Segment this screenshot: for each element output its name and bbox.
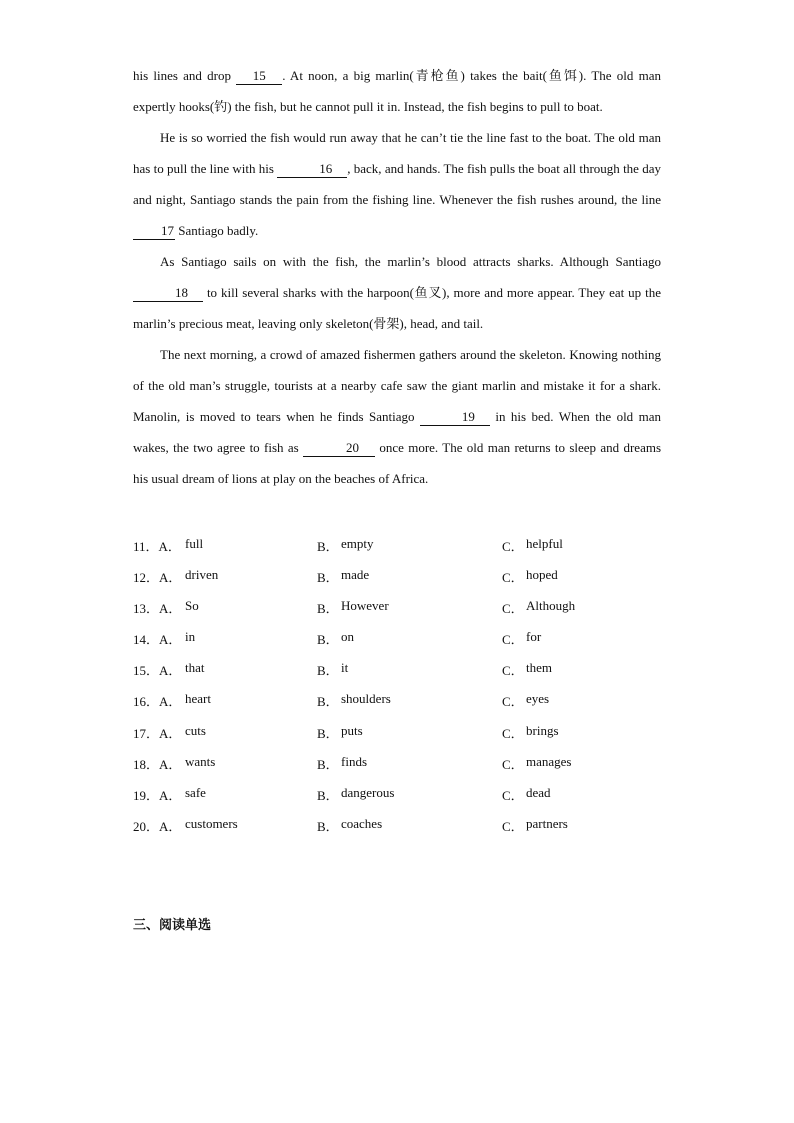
option-a: driven (185, 567, 219, 583)
blank-17: 17 (133, 223, 175, 240)
option-a: So (185, 598, 199, 614)
passage-text: The next morning, a crowd of amazed fishermen gathers around the skeleton. Knowing nothing of the old man’s struggle, tourists at a nearby cafe saw the giant marlin and mistake it for a shark. Manolin, is moved to tears when he finds Santiago (133, 347, 661, 424)
option-c: hoped (526, 567, 558, 583)
option-a: that (185, 660, 205, 676)
option-b: made (341, 567, 370, 583)
option-b: finds (341, 753, 367, 769)
question-number: 19．A． (133, 787, 182, 803)
option-a: cuts (185, 722, 206, 738)
blank-20: 20 (303, 440, 375, 457)
option-b: empty (341, 536, 374, 551)
option-b-label: B． (317, 632, 339, 648)
question-row (133, 778, 693, 809)
option-b-label: B． (317, 539, 339, 554)
passage-text: He is so worried the fish would run away that he can’t tie the line fast to the boat. The old man has to pull the line with his (133, 130, 661, 176)
option-b-label: B． (317, 601, 339, 617)
option-c-label: C． (502, 818, 524, 834)
option-c: them (526, 660, 552, 676)
option-c-label: C． (502, 632, 524, 648)
question-number: 12．A． (133, 570, 182, 586)
option-c: dead (526, 784, 551, 800)
question-row (133, 684, 693, 715)
option-b: coaches (341, 815, 383, 831)
option-b: However (341, 598, 389, 614)
blank-16: 16 (277, 161, 347, 178)
question-row (133, 747, 693, 778)
section-heading: 三、阅读单选 (133, 918, 212, 933)
passage (133, 60, 661, 494)
option-b-label: B． (317, 756, 339, 772)
paragraph-3 (133, 246, 661, 339)
option-a: safe (185, 784, 206, 800)
option-c: eyes (526, 691, 550, 707)
option-a: customers (185, 815, 238, 831)
option-a: full (185, 536, 204, 551)
option-c: brings (526, 722, 559, 738)
option-c: for (526, 629, 542, 645)
question-number: 20．A． (133, 818, 182, 834)
question-row (133, 529, 693, 560)
passage-text: , back, and hands. The fish pulls the boat all through the day and night, Santiago stands the pain from the fishing line. Whenever the fish rushes around, the line (133, 161, 661, 207)
passage-text: in his bed. When the old man wakes, the two agree to fish as (133, 409, 662, 455)
option-b: it (341, 660, 349, 676)
option-c: partners (526, 815, 568, 831)
question-number: 16．A． (133, 694, 182, 710)
paragraph-2 (133, 122, 661, 246)
option-b-label: B． (317, 570, 339, 586)
passage-text: As Santiago sails on with the fish, the marlin’s blood attracts sharks. Although Santiago (160, 254, 661, 269)
question-row (133, 716, 693, 747)
passage-text: Santiago badly. (175, 223, 259, 238)
option-b-label: B． (317, 694, 339, 710)
paragraph-1 (133, 60, 661, 122)
passage-text: his lines and drop (133, 68, 237, 83)
passage-text: . At noon, a big marlin(青枪鱼) takes the bait(鱼饵). The old man expertly hooks(钓) the fish, but he cannot pull it in. Instead, the fish begins to pull to boat. (133, 68, 661, 114)
question-row (133, 622, 693, 653)
question-row (133, 809, 693, 840)
option-c: helpful (526, 536, 563, 551)
question-options (133, 529, 693, 840)
option-c-label: C． (502, 787, 524, 803)
question-number: 14．A． (133, 632, 182, 648)
option-c-label: C． (502, 756, 524, 772)
question-number: 15．A． (133, 663, 182, 679)
question-number: 18．A． (133, 756, 182, 772)
option-b: puts (341, 722, 363, 738)
option-a: in (185, 629, 196, 645)
option-c-label: C． (502, 663, 524, 679)
option-c-label: C． (502, 539, 524, 554)
passage-text: to kill several sharks with the harpoon(鱼叉), more and more appear. They eat up the marlin’s precious meat, leaving only skeleton(骨架), head, and tail. (133, 285, 661, 331)
option-c-label: C． (502, 725, 524, 741)
option-b: shoulders (341, 691, 391, 707)
paragraph-4 (133, 339, 661, 494)
question-number: 17．A． (133, 725, 182, 741)
blank-19: 19 (420, 409, 490, 426)
option-b-label: B． (317, 818, 339, 834)
question-number: 13．A． (133, 601, 182, 617)
option-b: dangerous (341, 784, 395, 800)
option-b-label: B． (317, 787, 339, 803)
option-c: manages (526, 753, 572, 769)
blank-15: 15 (236, 68, 282, 85)
option-b: on (341, 629, 354, 645)
option-c: Although (526, 598, 576, 614)
option-a: heart (185, 691, 211, 707)
question-row (133, 591, 693, 622)
option-b-label: B． (317, 663, 339, 679)
question-row (133, 560, 693, 591)
passage-text: once more. The old man returns to sleep and dreams his usual dream of lions at play on the beaches of Africa. (133, 440, 662, 486)
question-number: 11．A． (133, 539, 181, 554)
option-c-label: C． (502, 601, 524, 617)
option-b-label: B． (317, 725, 339, 741)
option-a: wants (185, 753, 216, 769)
question-row (133, 653, 693, 684)
option-c-label: C． (502, 570, 524, 586)
option-c-label: C． (502, 694, 524, 710)
blank-18: 18 (133, 285, 203, 302)
